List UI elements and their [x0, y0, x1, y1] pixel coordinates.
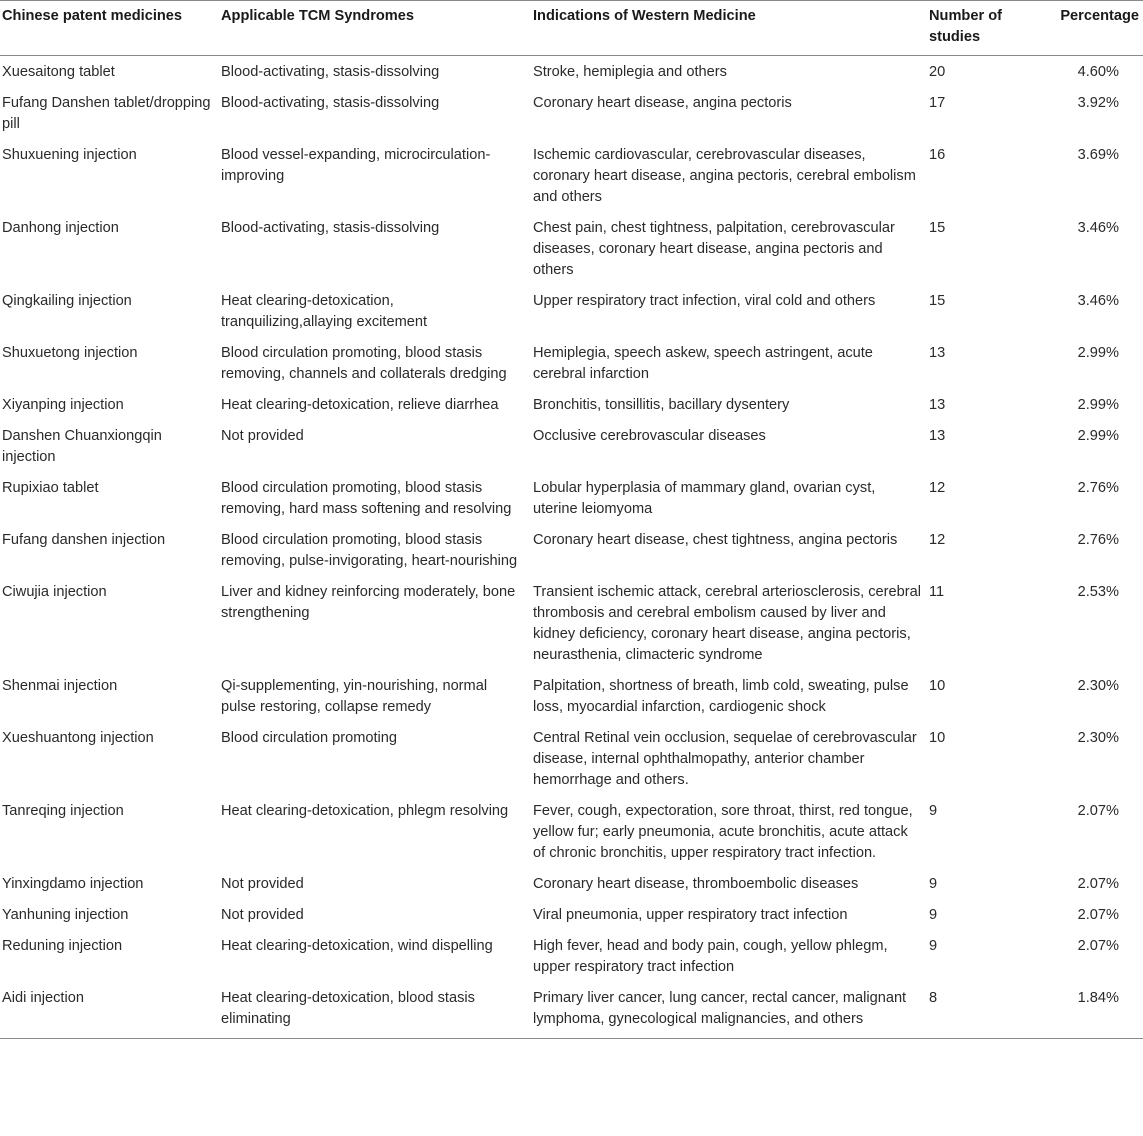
cell-percentage: 2.07%: [1077, 938, 1119, 954]
cell-number-of-studies: 10: [929, 730, 946, 746]
table-header: [0, 1, 1143, 56]
cell-tcm-syndromes: Not provided: [221, 907, 304, 923]
cell-western-indications: Stroke, hemiplegia and others: [533, 64, 727, 80]
cell-western-indications: Coronary heart disease, angina pectoris: [533, 95, 792, 111]
cell-medicine: Yinxingdamo injection: [2, 876, 144, 892]
cell-western-indications: Transient ischemic attack, cerebral arteriosclerosis, cerebral thrombosis and cerebral embolism caused by liver and kidney deficiency, coronary heart disease, angina pectoris, neurasthenia, climacteric syndrome: [533, 584, 921, 663]
cell-percentage: 2.53%: [1077, 584, 1119, 600]
table-row: [0, 795, 1143, 868]
table-row: [0, 670, 1143, 722]
cell-medicine: Xueshuantong injection: [2, 730, 154, 746]
cell-western-indications: Upper respiratory tract infection, viral cold and others: [533, 293, 876, 309]
cell-medicine: Aidi injection: [2, 990, 84, 1006]
cell-medicine: Shenmai injection: [2, 678, 118, 694]
cell-number-of-studies: 9: [929, 938, 938, 954]
cell-number-of-studies: 8: [929, 990, 938, 1006]
table-row: [0, 576, 1143, 670]
cell-medicine: Yanhuning injection: [2, 907, 129, 923]
cell-number-of-studies: 15: [929, 293, 946, 309]
table-row: [0, 899, 1143, 930]
cell-tcm-syndromes: Blood vessel-expanding, microcirculation-improving: [221, 147, 491, 184]
cell-medicine: Tanreqing injection: [2, 803, 124, 819]
cell-western-indications: Fever, cough, expectoration, sore throat, thirst, red tongue, yellow fur; early pneumonia, acute bronchitis, acute attack of chronic bronchitis, upper respiratory tract infection.: [533, 803, 913, 861]
cell-tcm-syndromes: Blood circulation promoting: [221, 730, 398, 746]
table-row: [0, 524, 1143, 576]
cell-number-of-studies: 10: [929, 678, 946, 694]
cell-western-indications: Lobular hyperplasia of mammary gland, ovarian cyst, uterine leiomyoma: [533, 480, 876, 517]
cell-number-of-studies: 16: [929, 147, 946, 163]
cell-number-of-studies: 11: [929, 584, 945, 600]
cell-number-of-studies: 15: [929, 220, 946, 236]
cell-percentage: 4.60%: [1077, 64, 1119, 80]
table-row: [0, 285, 1143, 337]
table-row: [0, 420, 1143, 472]
table-row: [0, 337, 1143, 389]
cell-tcm-syndromes: Liver and kidney reinforcing moderately, bone strengthening: [221, 584, 516, 621]
cell-medicine: Fufang Danshen tablet/dropping pill: [2, 95, 211, 132]
cell-tcm-syndromes: Blood circulation promoting, blood stasis removing, channels and collaterals dredging: [221, 345, 507, 382]
cell-tcm-syndromes: Blood-activating, stasis-dissolving: [221, 220, 440, 236]
header-percentage: Percentage: [1060, 8, 1139, 24]
cell-percentage: 1.84%: [1077, 990, 1119, 1006]
header-number-of-studies: Number of studies: [929, 8, 1002, 45]
cell-medicine: Shuxuening injection: [2, 147, 137, 163]
cell-number-of-studies: 9: [929, 876, 938, 892]
cell-percentage: 3.92%: [1077, 95, 1119, 111]
cell-percentage: 2.99%: [1077, 397, 1119, 413]
cell-number-of-studies: 13: [929, 345, 946, 361]
cell-percentage: 2.07%: [1077, 803, 1119, 819]
cell-tcm-syndromes: Heat clearing-detoxication, phlegm resolving: [221, 803, 509, 819]
table-row: [0, 212, 1143, 285]
cell-number-of-studies: 12: [929, 480, 946, 496]
cell-tcm-syndromes: Blood-activating, stasis-dissolving: [221, 64, 440, 80]
cell-western-indications: Chest pain, chest tightness, palpitation, cerebrovascular diseases, coronary heart disease, angina pectoris and others: [533, 220, 895, 278]
cell-percentage: 2.99%: [1077, 428, 1119, 444]
cell-western-indications: Ischemic cardiovascular, cerebrovascular diseases, coronary heart disease, angina pectoris, cerebral embolism and others: [533, 147, 916, 205]
cell-percentage: 3.69%: [1077, 147, 1119, 163]
cell-western-indications: Hemiplegia, speech askew, speech astringent, acute cerebral infarction: [533, 345, 873, 382]
table-row: [0, 87, 1143, 139]
cell-medicine: Ciwujia injection: [2, 584, 107, 600]
table-row: [0, 472, 1143, 524]
cell-western-indications: Occlusive cerebrovascular diseases: [533, 428, 766, 444]
cell-tcm-syndromes: Blood circulation promoting, blood stasis removing, pulse-invigorating, heart-nourishing: [221, 532, 518, 569]
cell-medicine: Qingkailing injection: [2, 293, 132, 309]
cell-percentage: 3.46%: [1077, 220, 1119, 236]
cell-number-of-studies: 9: [929, 803, 938, 819]
header-row: [0, 1, 1143, 56]
cell-number-of-studies: 17: [929, 95, 946, 111]
table-row: [0, 982, 1143, 1039]
cell-medicine: Xuesaitong tablet: [2, 64, 115, 80]
cell-tcm-syndromes: Not provided: [221, 876, 304, 892]
cell-tcm-syndromes: Heat clearing-detoxication, blood stasis eliminating: [221, 990, 475, 1027]
cell-medicine: Shuxuetong injection: [2, 345, 138, 361]
cell-western-indications: Bronchitis, tonsillitis, bacillary dysentery: [533, 397, 790, 413]
cell-medicine: Reduning injection: [2, 938, 123, 954]
table-row: [0, 389, 1143, 420]
cell-percentage: 2.76%: [1077, 480, 1119, 496]
cell-tcm-syndromes: Not provided: [221, 428, 304, 444]
cell-tcm-syndromes: Blood circulation promoting, blood stasis removing, hard mass softening and resolving: [221, 480, 512, 517]
cell-percentage: 2.76%: [1077, 532, 1119, 548]
cell-percentage: 2.07%: [1077, 907, 1119, 923]
header-tcm-syndromes: Applicable TCM Syndromes: [221, 8, 414, 24]
cell-percentage: 2.30%: [1077, 678, 1119, 694]
cell-number-of-studies: 13: [929, 428, 946, 444]
table-row: [0, 930, 1143, 982]
cell-medicine: Danhong injection: [2, 220, 119, 236]
table-row: [0, 56, 1143, 88]
cell-tcm-syndromes: Blood-activating, stasis-dissolving: [221, 95, 440, 111]
cell-medicine: Xiyanping injection: [2, 397, 124, 413]
cell-western-indications: Viral pneumonia, upper respiratory tract infection: [533, 907, 848, 923]
cell-number-of-studies: 12: [929, 532, 946, 548]
cell-percentage: 2.30%: [1077, 730, 1119, 746]
cell-tcm-syndromes: Heat clearing-detoxication, wind dispelling: [221, 938, 493, 954]
cell-tcm-syndromes: Heat clearing-detoxication, tranquilizing,allaying excitement: [221, 293, 428, 330]
cell-percentage: 2.99%: [1077, 345, 1119, 361]
cell-western-indications: High fever, head and body pain, cough, yellow phlegm, upper respiratory tract infection: [533, 938, 888, 975]
table-body: [0, 56, 1143, 1039]
cell-tcm-syndromes: Heat clearing-detoxication, relieve diarrhea: [221, 397, 499, 413]
table-row: [0, 722, 1143, 795]
header-medicine: Chinese patent medicines: [2, 8, 183, 24]
cell-medicine: Fufang danshen injection: [2, 532, 166, 548]
cell-tcm-syndromes: Qi-supplementing, yin-nourishing, normal pulse restoring, collapse remedy: [221, 678, 488, 715]
cell-percentage: 2.07%: [1077, 876, 1119, 892]
cell-western-indications: Central Retinal vein occlusion, sequelae of cerebrovascular disease, internal ophthalmopathy, anterior chamber hemorrhage and others.: [533, 730, 917, 788]
cell-number-of-studies: 9: [929, 907, 938, 923]
cell-percentage: 3.46%: [1077, 293, 1119, 309]
header-western-indications: Indications of Western Medicine: [533, 8, 756, 24]
table-row: [0, 139, 1143, 212]
cell-western-indications: Palpitation, shortness of breath, limb cold, sweating, pulse loss, myocardial infarction, cardiogenic shock: [533, 678, 909, 715]
cell-medicine: Rupixiao tablet: [2, 480, 99, 496]
cell-western-indications: Primary liver cancer, lung cancer, rectal cancer, malignant lymphoma, gynecological malignancies, and others: [533, 990, 907, 1027]
cell-western-indications: Coronary heart disease, thromboembolic diseases: [533, 876, 859, 892]
cell-number-of-studies: 20: [929, 64, 946, 80]
table-row: [0, 868, 1143, 899]
cell-number-of-studies: 13: [929, 397, 946, 413]
cell-medicine: Danshen Chuanxiongqin injection: [2, 428, 162, 465]
cell-western-indications: Coronary heart disease, chest tightness, angina pectoris: [533, 532, 898, 548]
